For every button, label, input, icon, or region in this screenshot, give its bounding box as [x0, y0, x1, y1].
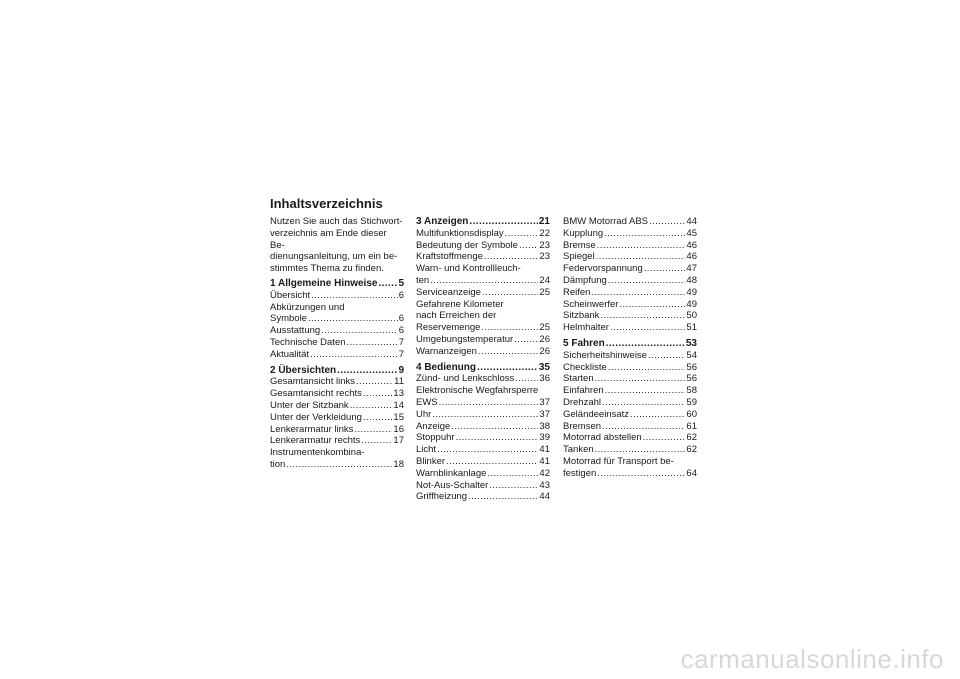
toc-entry-text: Instrumentenkombina-	[270, 447, 365, 459]
toc-entry-title: Warnanzeigen	[416, 345, 477, 357]
toc-page-number: 6	[398, 325, 404, 337]
toc-page-number: 9	[398, 364, 404, 376]
dot-leader	[644, 263, 686, 275]
dot-leader	[437, 444, 538, 456]
dot-leader	[308, 313, 398, 325]
dot-leader	[363, 388, 393, 400]
dot-leader	[605, 385, 686, 397]
toc-entry-title: Multifunktionsdisplay	[416, 227, 504, 239]
toc-column-3	[563, 216, 697, 480]
toc-entry-title: Symbole	[270, 313, 307, 325]
toc-page-number: 42	[539, 467, 550, 479]
dot-leader	[608, 362, 686, 374]
toc-page-number: 62	[686, 432, 697, 444]
dot-leader	[363, 412, 393, 424]
toc-entry-title: Unter der Verkleidung	[270, 411, 362, 423]
dot-leader	[519, 240, 538, 252]
toc-page-number: 17	[393, 435, 404, 447]
toc-entry	[563, 228, 697, 240]
toc-page-number: 56	[686, 373, 697, 385]
dot-leader	[481, 322, 538, 334]
toc-page-number: 44	[686, 216, 697, 227]
toc-page-number: 53	[685, 337, 697, 349]
toc-entry-title: 2 Übersichten	[270, 364, 337, 376]
toc-entry	[270, 337, 404, 349]
toc-entry-title: Lenkerarmatur rechts	[270, 435, 361, 447]
toc-page-number: 6	[398, 313, 404, 325]
toc-entry-text: nach Erreichen der	[416, 310, 497, 322]
dot-leader	[337, 365, 397, 377]
toc-entry	[563, 468, 697, 480]
toc-entry	[416, 251, 550, 263]
toc-entry-title: Warnblinkanlage	[416, 467, 487, 479]
dot-leader	[489, 480, 538, 492]
toc-entry-title: Licht	[416, 444, 437, 456]
toc-entry	[563, 409, 697, 421]
toc-entry	[563, 310, 697, 322]
toc-entry-title: Drehzahl	[563, 396, 602, 408]
intro-line: verzeichnis am Ende dieser Be-	[270, 227, 387, 251]
toc-page-number: 18	[393, 458, 404, 470]
toc-entry-title: Tanken	[563, 444, 594, 456]
toc-chapter	[563, 338, 697, 350]
toc-entry-title: EWS	[416, 396, 438, 408]
toc-entry	[270, 313, 404, 325]
toc-entry-title: Helmhalter	[563, 322, 609, 334]
dot-leader	[602, 421, 685, 433]
dot-leader	[432, 409, 538, 421]
toc-entry	[416, 444, 550, 456]
toc-page-number: 13	[393, 388, 404, 400]
dot-leader	[514, 334, 538, 346]
toc-entry-text: Gefahrene Kilometer	[416, 298, 504, 310]
toc-page-number: 7	[398, 348, 404, 360]
toc-entry	[270, 376, 404, 388]
toc-page-number: 49	[686, 298, 697, 310]
toc-entry-title: Griffheizung	[416, 491, 468, 503]
toc-page-number: 58	[686, 385, 697, 397]
toc-entry-title: Ausstattung	[270, 325, 321, 337]
toc-entry	[270, 412, 404, 424]
dot-leader	[608, 275, 686, 287]
toc-entry	[416, 432, 550, 444]
toc-entry-title: Motorrad abstellen	[563, 432, 642, 444]
dot-leader	[630, 409, 685, 421]
dot-leader	[606, 338, 685, 350]
toc-page-number: 22	[539, 227, 550, 239]
toc-entry-text: Warn- und Kontrollleuch-	[416, 263, 521, 275]
toc-page-number: 59	[686, 396, 697, 408]
intro-line: stimmtes Thema zu finden.	[270, 263, 384, 275]
toc-page-number: 39	[539, 432, 550, 444]
toc-entry-title: Geländeeinsatz	[563, 408, 630, 420]
toc-page-number: 51	[686, 322, 697, 334]
dot-leader	[484, 251, 539, 263]
dot-leader	[356, 376, 393, 388]
dot-leader	[361, 435, 392, 447]
toc-page-number: 25	[539, 322, 550, 334]
toc-entry-title: Bremsen	[563, 420, 602, 432]
toc-entry-title: Federvorspannung	[563, 263, 643, 275]
toc-entry-text: Abkürzungen und	[270, 301, 345, 313]
toc-page-number: 23	[539, 251, 550, 263]
dot-leader	[321, 325, 398, 337]
toc-page-number: 15	[393, 411, 404, 423]
toc-entry	[416, 373, 550, 385]
dot-leader	[600, 310, 685, 322]
toc-entry-title: Stoppuhr	[416, 432, 455, 444]
toc-entry	[563, 397, 697, 409]
toc-entry	[270, 349, 404, 361]
dot-leader	[595, 444, 686, 456]
toc-entry-title: Dämpfung	[563, 274, 607, 286]
toc-entry-title: Gesamtansicht rechts	[270, 388, 362, 400]
toc-entry	[563, 240, 697, 252]
toc-page-number: 23	[539, 239, 550, 251]
toc-entry-title: Uhr	[416, 408, 432, 420]
toc-page-number: 5	[398, 277, 404, 289]
dot-leader	[477, 362, 538, 374]
dot-leader	[469, 216, 537, 228]
page-title: Inhaltsverzeichnis	[270, 196, 383, 211]
dot-leader	[347, 337, 398, 349]
toc-entry	[416, 397, 550, 409]
toc-chapter	[416, 362, 550, 374]
toc-page-number: 50	[686, 310, 697, 322]
dot-leader	[468, 491, 538, 503]
dot-leader	[515, 373, 538, 385]
toc-entry	[416, 228, 550, 240]
toc-entry-title: Serviceanzeige	[416, 286, 481, 298]
toc-page-number: 35	[538, 361, 550, 373]
toc-page-number: 38	[539, 420, 550, 432]
toc-entry	[270, 325, 404, 337]
dot-leader	[378, 278, 397, 290]
toc-page-number: 37	[539, 396, 550, 408]
toc-entry-title: Aktualität	[270, 348, 310, 360]
toc-entry-title: Unter der Sitzbank	[270, 399, 349, 411]
toc-page-number: 26	[539, 345, 550, 357]
dot-leader	[591, 287, 685, 299]
dot-leader	[649, 216, 685, 228]
toc-page-number: 62	[686, 444, 697, 456]
toc-entry	[563, 373, 697, 385]
dot-leader	[310, 349, 398, 361]
toc-entry	[416, 421, 550, 433]
toc-chapter	[270, 365, 404, 377]
dot-leader	[595, 373, 686, 385]
toc-entry	[416, 287, 550, 299]
toc-entry	[563, 350, 697, 362]
toc-page-number: 24	[539, 274, 550, 286]
dot-leader	[604, 228, 685, 240]
toc-entry	[563, 432, 697, 444]
toc-entry	[563, 287, 697, 299]
toc-entry-title: Technische Daten	[270, 336, 346, 348]
toc-page-number: 60	[686, 408, 697, 420]
dot-leader	[619, 299, 685, 311]
toc-entry-title: Einfahren	[563, 385, 604, 397]
toc-page-number: 64	[686, 467, 697, 479]
toc-entry	[563, 444, 697, 456]
toc-entry	[270, 435, 404, 447]
toc-entry-title: 5 Fahren	[563, 337, 605, 349]
toc-entry-title: Not-Aus-Schalter	[416, 479, 489, 491]
toc-entry	[563, 362, 697, 374]
toc-entry	[563, 299, 697, 311]
toc-entry	[416, 322, 550, 334]
dot-leader	[286, 459, 392, 471]
toc-entry-title: Starten	[563, 373, 594, 385]
dot-leader	[487, 468, 538, 480]
toc-entry-title: Bedeutung der Symbole	[416, 239, 518, 251]
toc-entry	[563, 251, 697, 263]
toc-entry-title: Kupplung	[563, 227, 604, 239]
toc-page-number: 61	[686, 420, 697, 432]
toc-entry	[270, 424, 404, 436]
dot-leader	[439, 397, 539, 409]
toc-entry	[270, 290, 404, 302]
toc-entry-title: ten	[416, 274, 430, 286]
toc-entry-title: Bremse	[563, 239, 596, 251]
toc-entry-title: Checkliste	[563, 361, 607, 373]
toc-page-number: 56	[686, 361, 697, 373]
dot-leader	[456, 432, 539, 444]
dot-leader	[478, 346, 539, 358]
toc-entry	[563, 421, 697, 433]
intro-text	[270, 216, 404, 275]
toc-page-number: 46	[686, 239, 697, 251]
dot-leader	[482, 287, 538, 299]
toc-entry	[416, 456, 550, 468]
toc-entry	[416, 409, 550, 421]
toc-entry-title: 1 Allgemeine Hinweise	[270, 277, 378, 289]
toc-entry	[416, 480, 550, 492]
dot-leader	[430, 275, 538, 287]
toc-entry	[270, 459, 404, 471]
toc-page-number: 49	[686, 286, 697, 298]
toc-page-number: 37	[539, 408, 550, 420]
toc-entry	[270, 400, 404, 412]
toc-entry	[563, 263, 697, 275]
toc-page-number: 45	[686, 227, 697, 239]
toc-page-number: 43	[539, 479, 550, 491]
toc-chapter	[270, 278, 404, 290]
dot-leader	[648, 350, 685, 362]
toc-entry-text: Motorrad für Transport be-	[563, 455, 674, 467]
dot-leader	[597, 240, 686, 252]
toc-page-number: 7	[398, 336, 404, 348]
toc-entry	[270, 388, 404, 400]
toc-column-2	[416, 216, 550, 503]
dot-leader	[610, 322, 685, 334]
toc-entry	[416, 275, 550, 287]
toc-entry-title: tion	[270, 458, 286, 470]
toc-page-number: 25	[539, 286, 550, 298]
dot-leader	[354, 424, 392, 436]
toc-entry	[563, 275, 697, 287]
toc-entry-title: 4 Bedienung	[416, 361, 477, 373]
toc-entry-title: Anzeige	[416, 420, 451, 432]
toc-entry-title: BMW Motorrad ABS	[563, 216, 648, 227]
toc-page-number: 54	[686, 349, 697, 361]
toc-entry-title: Lenkerarmatur links	[270, 423, 354, 435]
toc-entry-title: 3 Anzeigen	[416, 216, 469, 227]
toc-page-number: 44	[539, 491, 550, 503]
toc-entry-title: festigen	[563, 467, 597, 479]
dot-leader	[451, 421, 538, 433]
dot-leader	[602, 397, 685, 409]
dot-leader	[350, 400, 393, 412]
toc-entry-title: Übersicht	[270, 289, 311, 301]
toc-entry	[563, 216, 697, 228]
intro-line: Nutzen Sie auch das Stichwort-	[270, 216, 403, 227]
dot-leader	[597, 468, 685, 480]
toc-entry-title: Kraftstoffmenge	[416, 251, 483, 263]
dot-leader	[643, 432, 686, 444]
toc-entry	[563, 322, 697, 334]
intro-line: dienungsanleitung, um ein be-	[270, 251, 398, 263]
toc-page-number: 6	[398, 289, 404, 301]
toc-page-number: 46	[686, 251, 697, 263]
toc-entry	[416, 491, 550, 503]
toc-page-number: 16	[393, 423, 404, 435]
dot-leader	[446, 456, 538, 468]
toc-entry-title: Gesamtansicht links	[270, 376, 356, 388]
dot-leader	[505, 228, 539, 240]
toc-entry-title: Spiegel	[563, 251, 595, 263]
toc-page-number: 36	[539, 373, 550, 385]
toc-entry-title: Umgebungstemperatur	[416, 333, 514, 345]
dot-leader	[596, 251, 686, 263]
toc-chapter	[416, 216, 550, 228]
toc-entry	[416, 346, 550, 358]
toc-entry-title: Reifen	[563, 286, 591, 298]
toc-entry-title: Zünd- und Lenkschloss	[416, 373, 515, 385]
dot-leader	[311, 290, 398, 302]
toc-entry-title: Sitzbank	[563, 310, 600, 322]
toc-entry-title: Sicherheitshinweise	[563, 349, 647, 361]
watermark-text: carmanualsonline.info	[680, 644, 944, 674]
toc-column-1	[270, 216, 404, 471]
toc-entry-title: Scheinwerfer	[563, 298, 619, 310]
toc-page-number: 47	[686, 263, 697, 275]
toc-entry-title: Blinker	[416, 455, 446, 467]
toc-entry	[416, 334, 550, 346]
toc-page-number: 48	[686, 274, 697, 286]
toc-page-number: 41	[539, 444, 550, 456]
toc-entry	[416, 468, 550, 480]
toc-entry-text: Elektronische Wegfahrsperre	[416, 385, 539, 397]
toc-page-number: 26	[539, 333, 550, 345]
toc-page-number: 14	[393, 399, 404, 411]
toc-entry	[416, 240, 550, 252]
toc-page-number: 21	[538, 216, 550, 227]
toc-page-number: 11	[394, 376, 404, 388]
toc-entry-title: Reservemenge	[416, 322, 481, 334]
toc-page-number: 41	[539, 455, 550, 467]
toc-entry	[563, 385, 697, 397]
